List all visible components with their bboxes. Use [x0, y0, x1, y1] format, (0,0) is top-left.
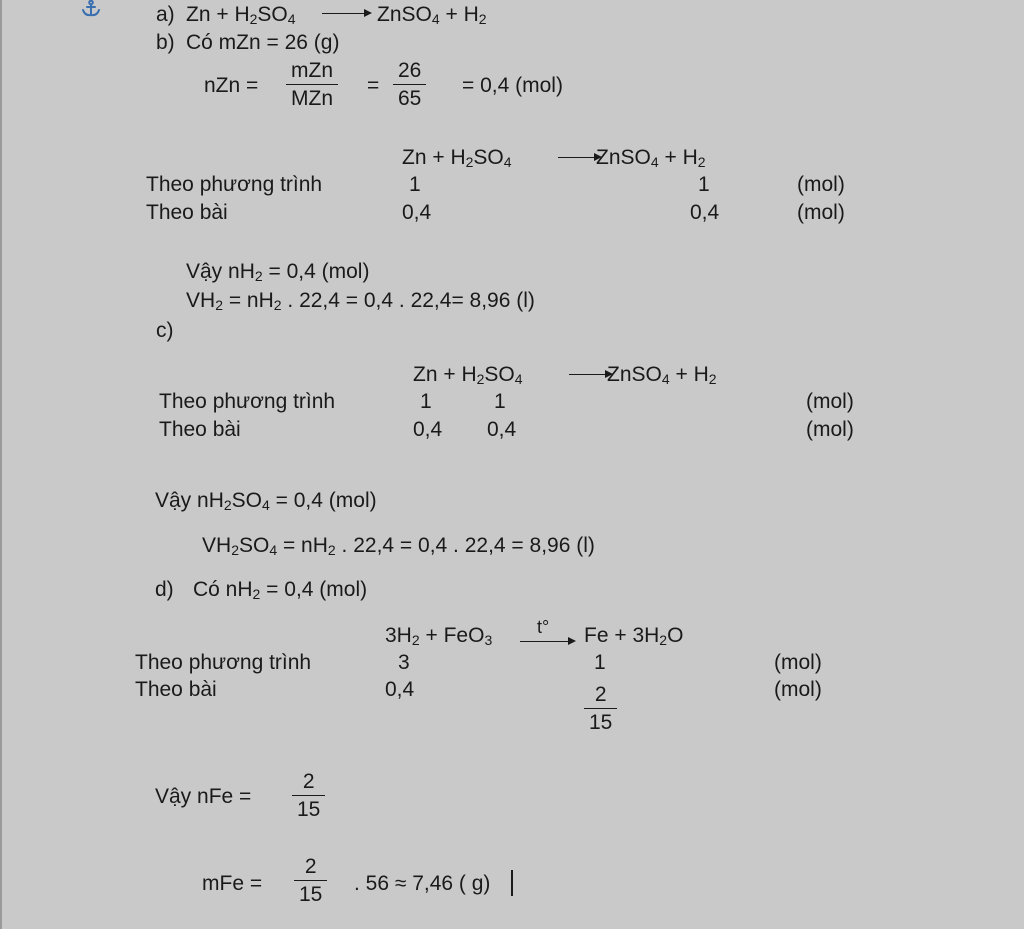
unit-mol: (mol) [774, 651, 822, 674]
coef-zn: 1 [409, 173, 421, 196]
nzn-result: = 0,4 (mol) [462, 74, 563, 97]
part-c-equation-rhs: ZnSO$_4$ + $H_2$ [607, 363, 717, 387]
anchor-icon [80, 0, 102, 18]
part-c-label: c) [156, 319, 174, 342]
fraction-denominator: 15 [589, 711, 613, 734]
fraction-denominator: MZn [291, 87, 333, 110]
part-b-given: Có mZn = 26 (g) [186, 31, 340, 54]
reaction-condition-heat: t° [537, 617, 550, 637]
text-cursor [511, 870, 513, 896]
equals-sign: = [367, 74, 380, 97]
coef-h2: 1 [698, 173, 710, 196]
coef-h2: 3 [398, 651, 410, 674]
fraction-numerator: 2 [594, 683, 607, 706]
row-label-theo-bai: Theo bài [146, 201, 228, 224]
fraction-numerator: 2 [304, 855, 317, 878]
part-c-equation-lhs: $Zn + H_2SO_4$ [413, 363, 523, 387]
fraction-denominator: 65 [398, 87, 422, 110]
conclusion-vh2so4: $VH_2SO_4 = nH_2$ . 22,4 = 0,4 . 22,4 = 8,96 (l) [202, 534, 595, 558]
fraction-2-over-15 [584, 684, 617, 733]
unit-mol: (mol) [774, 678, 822, 701]
fraction-numerator: 26 [398, 59, 422, 82]
row-label-theo-phuong-trinh: Theo phương trình [135, 651, 312, 674]
conclusion-mfe-lhs: mFe = [202, 872, 263, 895]
part-b-equation-rhs: ZnSO$_4$ + $H_2$ [596, 146, 706, 170]
row-label-theo-phuong-trinh: Theo phương trình [146, 173, 323, 196]
part-b-label: b) [156, 31, 175, 54]
part-a-equation-rhs: ZnSO$_4$ + $H_2$ [377, 3, 487, 27]
mol-h2so4: 0,4 [487, 418, 517, 441]
page-left-border [0, 0, 2, 929]
reaction-arrow [322, 13, 370, 14]
part-d-equation-rhs: $Fe + 3H_2O$ [584, 624, 684, 648]
reaction-arrow [569, 374, 611, 375]
fraction-denominator: 15 [299, 883, 323, 906]
unit-mol: (mol) [797, 173, 845, 196]
conclusion-mfe-result: . 56 ≈ 7,46 ( g) [354, 872, 491, 895]
fraction-2-over-15 [292, 771, 325, 820]
conclusion-nh2so4: Vậy $nH_2SO_4 = 0,4$ (mol) [155, 489, 377, 513]
reaction-arrow [558, 157, 600, 158]
unit-mol: (mol) [806, 418, 854, 441]
unit-mol: (mol) [806, 390, 854, 413]
conclusion-vh2: $VH_2 = nH_2$ . 22,4 = 0,4 . 22,4= 8,96 (l) [186, 289, 535, 313]
fraction-2-over-15 [294, 856, 327, 905]
fraction-mzn-over-MZn [286, 60, 338, 109]
part-d-label: d) [155, 578, 174, 601]
part-d-equation-lhs: $3H_2 + FeO_3$ [385, 624, 493, 648]
coef-fe: 1 [594, 651, 606, 674]
part-d-given: Có $nH_2 = 0,4$ (mol) [193, 578, 368, 602]
row-label-theo-bai: Theo bài [159, 418, 241, 441]
reaction-arrow [520, 641, 574, 642]
coef-h2so4: 1 [494, 390, 506, 413]
row-label-theo-phuong-trinh: Theo phương trình [159, 390, 336, 413]
conclusion-nh2: Vậy $nH_2 = 0,4$ (mol) [186, 260, 370, 284]
mol-h2: 0,4 [690, 201, 720, 224]
fraction-denominator: 15 [297, 798, 321, 821]
fraction-numerator: 2 [302, 770, 315, 793]
mol-h2: 0,4 [385, 678, 415, 701]
part-b-equation-lhs: $Zn + H_2SO_4$ [402, 146, 512, 170]
part-a-equation-lhs: $Zn + H_2SO_4$ [186, 3, 296, 27]
mol-zn: 0,4 [413, 418, 443, 441]
conclusion-nfe-lhs: Vậy nFe = [155, 785, 252, 808]
unit-mol: (mol) [797, 201, 845, 224]
mol-zn: 0,4 [402, 201, 432, 224]
fraction-26-over-65 [393, 60, 426, 109]
coef-zn: 1 [420, 390, 432, 413]
row-label-theo-bai: Theo bài [135, 678, 217, 701]
nzn-lhs: nZn = [204, 74, 259, 97]
fraction-numerator: mZn [291, 59, 333, 82]
part-a-label: a) [156, 3, 175, 26]
